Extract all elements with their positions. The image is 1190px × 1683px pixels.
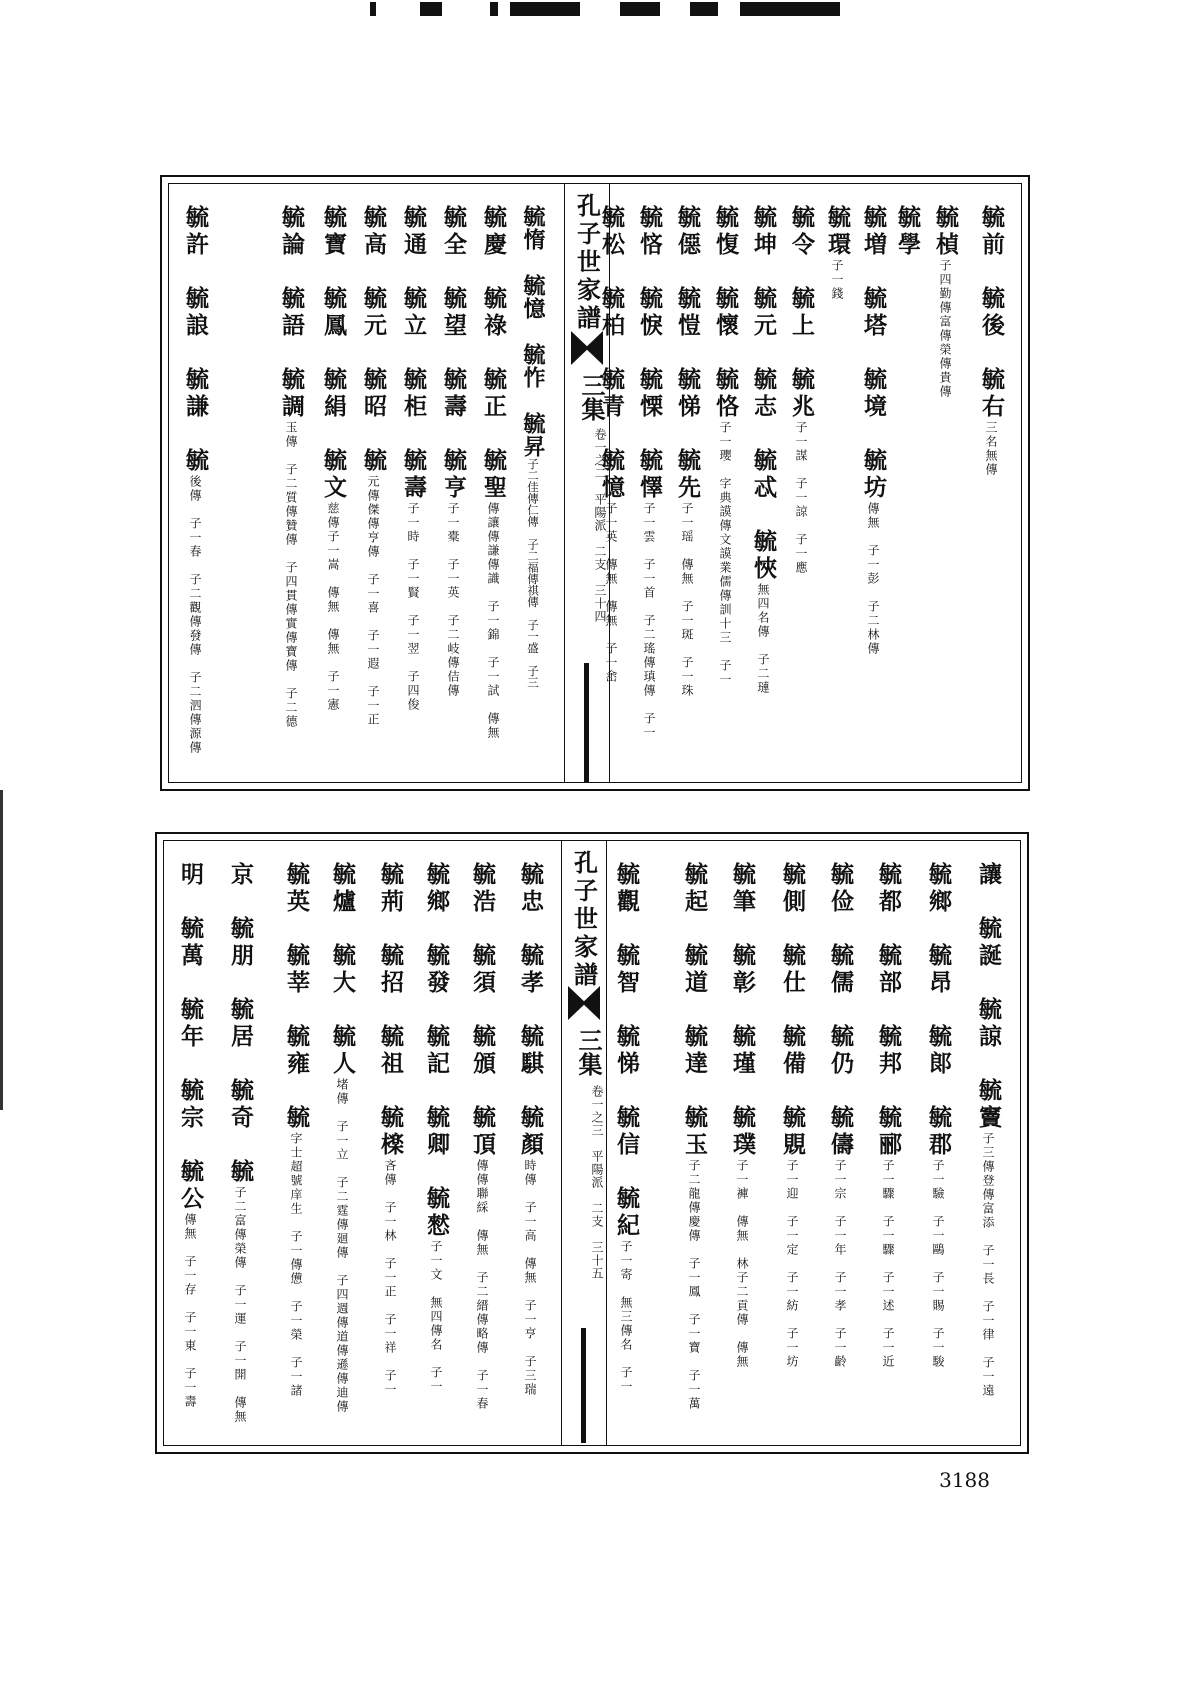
bottom-column bbox=[977, 862, 1000, 1398]
bottom-column bbox=[425, 862, 448, 1394]
top-column bbox=[184, 205, 207, 755]
top-column-names: 毓増 毓塔 毓境 毓坊 bbox=[860, 205, 887, 502]
top-column-names: 毓愎 毓懷 毓恪 bbox=[712, 205, 739, 421]
bottom-column-notes: 傳無 子一存 子一東 子一壽 bbox=[183, 1213, 197, 1409]
top-column bbox=[676, 205, 699, 698]
bottom-spine-bar bbox=[581, 1328, 586, 1443]
bottom-column-notes: 傳傳聯綵 傳無 子二縉傳略傳 子一春 bbox=[475, 1159, 489, 1411]
bottom-column bbox=[927, 862, 950, 1369]
bottom-column-names: 毓觀 毓智 毓悌 毓信 毓紀 bbox=[613, 862, 640, 1240]
bottom-column-names: 毓忠 毓孝 毓騏 毓顏 bbox=[517, 862, 544, 1159]
top-column-notes: 子一橐 子一英 子二岐傳佶傳 bbox=[446, 502, 460, 698]
top-column-notes: 子一謀 子一諒 子一應 bbox=[794, 421, 808, 575]
bottom-column bbox=[877, 862, 900, 1369]
bottom-column-notes: 子一迎 子一定 子一紡 子一坊 bbox=[785, 1159, 799, 1369]
top-column-names: 毓環 bbox=[824, 205, 851, 259]
bottom-column bbox=[379, 862, 402, 1397]
bottom-column-notes: 子一驟 子一驟 子一述 子一近 bbox=[881, 1159, 895, 1369]
bottom-column bbox=[781, 862, 804, 1369]
top-column-notes: 子一時 子一賢 子一翌 子四俊 bbox=[406, 502, 420, 712]
top-column bbox=[600, 205, 623, 684]
top-column bbox=[862, 205, 885, 656]
bottom-column-names: 明 毓萬 毓年 毓宗 毓公 bbox=[177, 862, 204, 1213]
bottom-spine-volume: 三集 bbox=[574, 1028, 603, 1076]
top-spine-volume: 三集 bbox=[577, 373, 606, 421]
top-column-notes: 子二佳傳仁傳 子二福傳祺傳 子一盛 子三 bbox=[526, 458, 540, 688]
top-column-names: 毓僫 毓愷 毓悌 毓先 bbox=[674, 205, 701, 502]
top-column bbox=[482, 205, 505, 740]
top-column bbox=[280, 205, 303, 729]
top-column-notes: 玉傳 子二質傳贊傳 子四貫傳實傳寶傳 子二德 bbox=[284, 421, 298, 729]
top-column bbox=[790, 205, 813, 575]
bottom-column-names: 毓側 毓仕 毓備 毓覞 bbox=[779, 862, 806, 1159]
top-column-names: 毓通 毓立 毓柜 毓壽 bbox=[400, 205, 427, 502]
bottom-column-notes: 子一褲 傳無 林子二貢傳 傳無 bbox=[735, 1159, 749, 1369]
bottom-column-names: 京 毓朋 毓居 毓奇 毓 bbox=[227, 862, 254, 1186]
top-column bbox=[522, 205, 544, 688]
top-column-notes: 子一英 傳無 傳無 子一峹 bbox=[604, 502, 618, 684]
top-column-notes: 元傳傑傳亨傳 子一喜 子一遐 子一正 bbox=[366, 475, 380, 727]
top-column bbox=[826, 205, 849, 301]
top-column bbox=[752, 205, 775, 695]
top-column-names: 毓寶 毓鳳 毓絹 毓文 bbox=[320, 205, 347, 502]
top-column bbox=[896, 205, 919, 259]
bottom-column bbox=[829, 862, 852, 1369]
bottom-spine-section: 卷一之三 平陽派 二支 三十五 bbox=[590, 1085, 604, 1280]
bottom-column bbox=[471, 862, 494, 1411]
bottom-column-names: 讓 毓誕 毓諒 毓竇 bbox=[975, 862, 1002, 1132]
top-column-names: 毓高 毓元 毓昭 毓 bbox=[360, 205, 387, 475]
top-column-notes: 子一瑶 傳無 子一斑 子一珠 bbox=[680, 502, 694, 698]
top-column bbox=[442, 205, 465, 698]
top-column bbox=[714, 205, 737, 687]
top-column-names: 毓前 毓後 毓右 bbox=[978, 205, 1005, 421]
top-column-notes: 三名無傳 bbox=[984, 421, 998, 477]
bottom-column-notes: 字士超號庠生 子一傳憊 子一榮 子一諸 bbox=[289, 1132, 303, 1398]
top-column bbox=[638, 205, 661, 740]
bottom-column-notes: 子二龍傳慶傳 子一鳳 子一寶 子一萬 bbox=[687, 1159, 701, 1411]
top-column-names: 毓楨 bbox=[932, 205, 959, 259]
bottom-column-names: 毓都 毓部 毓邦 毓郦 bbox=[875, 862, 902, 1159]
bottom-column bbox=[179, 862, 202, 1409]
bottom-column bbox=[615, 862, 638, 1394]
top-column-notes: 子一雲 子一首 子二瑤傳瑱傳 子一 bbox=[642, 502, 656, 740]
bottom-column-notes: 子一寄 無三傳名 子一 bbox=[619, 1240, 633, 1394]
scan-edge-line bbox=[0, 790, 3, 1110]
top-column bbox=[934, 205, 957, 399]
top-column-names: 毓坤 毓元 毓志 毓忒 毓悏 bbox=[750, 205, 777, 583]
top-column-names: 毓學 bbox=[894, 205, 921, 259]
top-column-notes: 子一錢 bbox=[830, 259, 844, 301]
bottom-column bbox=[285, 862, 308, 1398]
bottom-column-names: 毓筆 毓彰 毓瑾 毓璞 bbox=[729, 862, 756, 1159]
top-column-notes: 後傳 子一春 子二觀傳發傳 子二泗傳源傳 bbox=[188, 475, 202, 755]
bottom-column-names: 毓鄉 毓昂 毓郞 毓郡 bbox=[925, 862, 952, 1159]
top-column-names: 毓悋 毓悷 毓慄 毓懌 bbox=[636, 205, 663, 502]
bottom-spine-fishtail bbox=[568, 986, 600, 1020]
bottom-genealogy-panel bbox=[155, 832, 1029, 1454]
top-column-names: 毓惰 毓憶 毓怍 毓昇 bbox=[520, 205, 546, 458]
top-column-notes: 無四名傳 子二璉 bbox=[756, 583, 770, 695]
bottom-column-notes: 時傳 子一高 傳無 子一亨 子三瑞 bbox=[523, 1159, 537, 1397]
bottom-column bbox=[519, 862, 542, 1397]
top-genealogy-panel bbox=[160, 175, 1030, 791]
bottom-column-notes: 子二富傳榮傳 子一運 子一開 傳無 bbox=[233, 1186, 247, 1424]
bottom-column-notes: 吝傳 子一林 子一正 子一祥 子一 bbox=[383, 1159, 397, 1397]
top-column-names: 毓論 毓語 毓調 bbox=[278, 205, 305, 421]
top-column bbox=[980, 205, 1003, 477]
top-column-notes: 傳無 子一彭 子二林傳 bbox=[866, 502, 880, 656]
bottom-column-names: 毓鄉 毓發 毓記 毓卿 毓憖 bbox=[423, 862, 450, 1240]
bottom-column-names: 毓英 毓莘 毓雍 毓 bbox=[283, 862, 310, 1132]
top-column-notes: 子四勤傳富傳榮傳貴傳 bbox=[938, 259, 952, 399]
top-column-notes: 傳讓傳謙傳識 子一錦 子一試 傳無 bbox=[486, 502, 500, 740]
top-spine-section: 卷一之二 平陽派 二支 三十四 bbox=[593, 428, 607, 623]
bottom-column bbox=[683, 862, 706, 1411]
bottom-column-notes: 子一驗 子一鷗 子一賜 子一駿 bbox=[931, 1159, 945, 1369]
bottom-spine-title: 孔子世家譜 bbox=[569, 850, 599, 990]
top-scan-artifact bbox=[360, 0, 880, 18]
bottom-column-notes: 子一宗 子一年 子一孝 子一齡 bbox=[833, 1159, 847, 1369]
bottom-column-notes: 堵傳 子一立 子二霆傳廻傳 子四週傳道傳遜傳迪傳 bbox=[335, 1078, 349, 1414]
bottom-column bbox=[331, 862, 354, 1414]
bottom-spine bbox=[561, 840, 607, 1446]
bottom-column-names: 毓爐 毓大 毓人 bbox=[329, 862, 356, 1078]
top-column-names: 毓全 毓望 毓壽 毓亨 bbox=[440, 205, 467, 502]
top-column bbox=[362, 205, 385, 727]
top-column-names: 毓許 毓誏 毓謙 毓 bbox=[182, 205, 209, 475]
page-number: 3188 bbox=[939, 1468, 990, 1492]
top-column bbox=[322, 205, 345, 712]
top-column bbox=[402, 205, 425, 712]
top-column-notes: 慈傳子一嵩 傳無 傳無 子一憲 bbox=[326, 502, 340, 712]
top-column-names: 毓令 毓上 毓兆 bbox=[788, 205, 815, 421]
bottom-column-notes: 子三傳登傳富添 子一長 子一律 子一遠 bbox=[981, 1132, 995, 1398]
bottom-column-notes: 子一文 無四傳名 子一 bbox=[429, 1240, 443, 1394]
top-column-names: 毓松 毓柏 毓青 毓憶 bbox=[598, 205, 625, 502]
bottom-column-names: 毓俭 毓儒 毓仍 毓儔 bbox=[827, 862, 854, 1159]
top-column-names: 毓慶 毓祿 毓正 毓聖 bbox=[480, 205, 507, 502]
top-spine-bar bbox=[584, 663, 589, 783]
bottom-column-names: 毓浩 毓須 毓頒 毓頂 bbox=[469, 862, 496, 1159]
top-column-notes: 子一瓔 字典謨傳文謨業儒傳訓十三 子一 bbox=[718, 421, 732, 687]
bottom-column-names: 毓荊 毓招 毓祖 毓檪 bbox=[377, 862, 404, 1159]
bottom-column bbox=[731, 862, 754, 1369]
top-spine-title: 孔子世家譜 bbox=[572, 193, 602, 333]
bottom-column bbox=[229, 862, 252, 1424]
bottom-column-names: 毓起 毓道 毓達 毓玉 bbox=[681, 862, 708, 1159]
